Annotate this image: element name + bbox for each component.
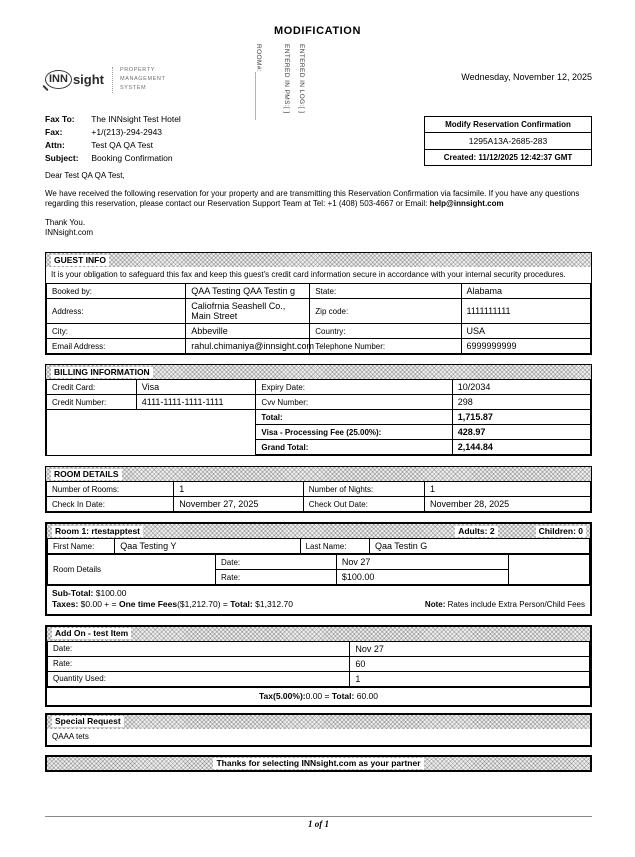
room1-title: Room 1: rtestapptest [52,526,143,537]
field-value: QAA Testing QAA Testin g [186,284,310,299]
room-total-value: $1,312.70 [252,599,293,610]
subject-row [45,153,181,163]
table-row [47,410,591,425]
stamp-entered-in-log: ENTERED IN LOG:[ ] [298,44,305,114]
field-value: 1111111111 [461,299,591,324]
room1-name-table [47,538,590,554]
fax-number-value: +1/(213)-294-2943 [91,127,163,137]
field-label: Date: [48,641,350,656]
processing-fee-value: 428.97 [452,425,590,440]
billing-title: BILLING INFORMATION [51,367,153,378]
logo-inn-text: INN [49,73,68,86]
field-value: Nov 27 [350,641,590,656]
tagline-line: MANAGEMENT [120,76,166,83]
page-footer [45,816,592,829]
adults-count: Adults: 2 [455,526,497,537]
special-request-header-bar [47,715,590,729]
field-value: Abbeville [186,324,310,339]
magnifier-icon [45,70,72,89]
field-value: 1 [174,482,303,497]
table-row [48,539,590,554]
taxes-line [52,599,293,610]
innsight-wordmark [45,70,104,89]
total-value: 1,715.87 [452,410,590,425]
room-details-table [46,481,591,512]
intro-paragraph [45,189,594,210]
fax-to-row [45,114,181,124]
guest-info-table [46,283,591,354]
total-label: Total: [256,410,452,425]
table-row [48,671,590,686]
fax-to-label: Fax To: [45,114,75,124]
logo-divider [112,67,113,93]
stamp-entered-in-pms: ENTERED IN PMS:[ ] [283,44,290,114]
rate-value: $100.00 [336,570,508,585]
table-row [47,324,591,339]
table-row [48,641,590,656]
field-label: Check In Date: [47,497,174,512]
sections-container [45,252,592,772]
one-time-fees-amount: ($1,212.70) = [177,599,231,610]
security-notice: It is your obligation to safeguard this fax and keep this guest's credit card information secure in accordance with your internal security procedures. [51,270,566,279]
field-value: 60 [350,656,590,671]
field-label: Cvv Number: [256,395,452,410]
field-label: Expiry Date: [256,380,452,395]
subtotal-label: Sub-Total: [52,588,94,598]
children-count: Children: 0 [536,526,586,537]
room1-section [45,522,592,616]
stamp-room-number: ROOM#:____________ [255,44,262,121]
billing-header-bar [46,365,591,379]
confirmation-created-timestamp: Created: 11/12/2025 12:42:37 GMT [443,153,573,162]
billing-section [45,364,592,456]
one-time-fees-label: One time Fees [118,599,178,610]
field-label: Address: [47,299,186,324]
addon-total-value: 60.00 [354,690,378,701]
guest-info-section [45,252,592,355]
field-value: Alabama [461,284,591,299]
processing-fee-label: Visa - Processing Fee (25.00%): [256,425,452,440]
room-details-title: ROOM DETAILS [51,469,122,480]
field-label: Credit Number: [47,395,137,410]
field-value: 1 [425,482,591,497]
innsight-logo [45,66,165,93]
field-label: Booked by: [47,284,186,299]
last-name-value: Qaa Testin G [369,539,589,554]
taxes-value: $0.00 + = [78,599,119,610]
confirmation-title: Modify Reservation Confirmation [425,117,591,133]
addon-tax-total-line [47,687,590,705]
intro-block [45,171,594,239]
table-row [47,339,591,354]
subtotal-lines [52,588,293,611]
tagline-line: PROPERTY [120,67,155,73]
logo-tagline [120,66,165,93]
thanks-text: Thanks for selecting INNsight.com as your partner [213,758,423,769]
attn-row [45,140,181,150]
addon-header-bar [47,627,590,641]
billing-table [46,379,591,455]
salutation: Dear Test QA QA Test, [45,171,125,180]
room-details-section [45,466,592,513]
date-label: Date: [216,555,337,570]
addon-section [45,625,592,707]
room1-header-bar [47,524,590,538]
field-value: 4111-1111-1111-1111 [136,395,256,410]
field-value: rahul.chimaniya@innsight.com [186,339,310,354]
subtotal-value: $100.00 [93,588,127,598]
table-row [47,395,591,410]
special-request-section [45,713,592,747]
room1-rate-table [47,554,590,585]
taxes-label: Taxes: [52,599,79,610]
magnifier-handle-icon [42,85,48,91]
table-row [47,497,591,512]
thanks-bar [45,755,592,772]
field-label: State: [310,284,461,299]
table-row [47,284,591,299]
field-value: USA [461,324,591,339]
subject-value: Booking Confirmation [91,153,173,163]
document-title: MODIFICATION [273,25,362,37]
addon-total-label: Total: [331,690,355,701]
field-label: Zip code: [310,299,461,324]
addon-title: Add On - test Item [52,628,131,639]
field-label: Telephone Number: [310,339,461,354]
field-label: Number of Rooms: [47,482,174,497]
field-value: 10/2034 [452,380,590,395]
guest-info-title: GUEST INFO [51,255,109,266]
fax-header-block [45,114,181,166]
table-row [48,555,590,570]
fax-number-row [45,127,181,137]
note-text: Rates include Extra Person/Child Fees [445,600,585,610]
guest-info-header-bar [46,253,591,267]
support-email: help@innsight.com [429,199,504,209]
subtotal-line [52,588,293,599]
field-value: November 27, 2025 [174,497,303,512]
grand-total-value: 2,144.84 [452,440,590,455]
logo-sight-text: sight [72,72,105,88]
field-label: Check Out Date: [303,497,424,512]
confirmation-number: 1295A13A-2685-283 [425,133,591,150]
field-value: 1 [350,671,590,686]
page-number: 1 of 1 [308,819,329,829]
field-label: Quantity Used: [48,671,350,686]
intro-text: We have received the following reservation for your property and are transmitting this Reservation Confirmation via facsimile. If you have any questions regarding this reservation, please contact our Reservation Support Team at Tel: +1 (408) 503-4667 or Email: [45,188,580,209]
tagline-line: SYSTEM [120,85,147,92]
attn-label: Attn: [45,140,65,150]
room-total-label: Total: [230,599,253,610]
special-request-title: Special Request [52,716,124,727]
subject-label: Subject: [45,153,79,163]
reservation-confirmation-box [424,116,592,166]
special-request-text: QAAA tets [52,731,89,741]
field-value: 6999999999 [461,339,591,354]
date-value: Nov 27 [336,555,508,570]
signature-line: INNsight.com [45,228,94,238]
field-value: November 28, 2025 [425,497,591,512]
rates-note [425,600,585,611]
table-row [47,482,591,497]
field-label: Number of Nights: [303,482,424,497]
note-label: Note: [424,600,446,610]
field-label: Credit Card: [47,380,137,395]
addon-table [47,641,590,687]
table-row [48,656,590,671]
field-label: City: [47,324,186,339]
fax-number-label: Fax: [45,127,63,137]
field-value: Caliofrnia Seashell Co., Main Street [186,299,310,324]
rate-label: Rate: [216,570,337,585]
grand-total-label: Grand Total: [256,440,452,455]
field-value: Visa [136,380,256,395]
room-details-header-bar [46,467,591,481]
attn-value: Test QA QA Test [91,140,153,150]
field-label: Country: [310,324,461,339]
room1-subtotal-row [47,585,590,614]
room1-empty-cell [508,555,589,585]
fax-to-value: The INNsight Test Hotel [91,114,181,124]
field-label: Rate: [48,656,350,671]
addon-tax-value: 0.00 = [305,690,332,701]
field-label: Email Address: [47,339,186,354]
first-name-value: Qaa Testing Y [115,539,300,554]
last-name-label: Last Name: [300,539,369,554]
addon-tax-label: Tax(5.00%): [259,690,306,701]
thank-you-line: Thank You. [45,217,86,227]
room-details-label: Room Details [48,555,216,585]
table-row [47,299,591,324]
table-row [47,380,591,395]
first-name-label: First Name: [48,539,115,554]
billing-empty-cell [47,410,256,455]
document-date: Wednesday, November 12, 2025 [461,72,592,82]
field-value: 298 [452,395,590,410]
